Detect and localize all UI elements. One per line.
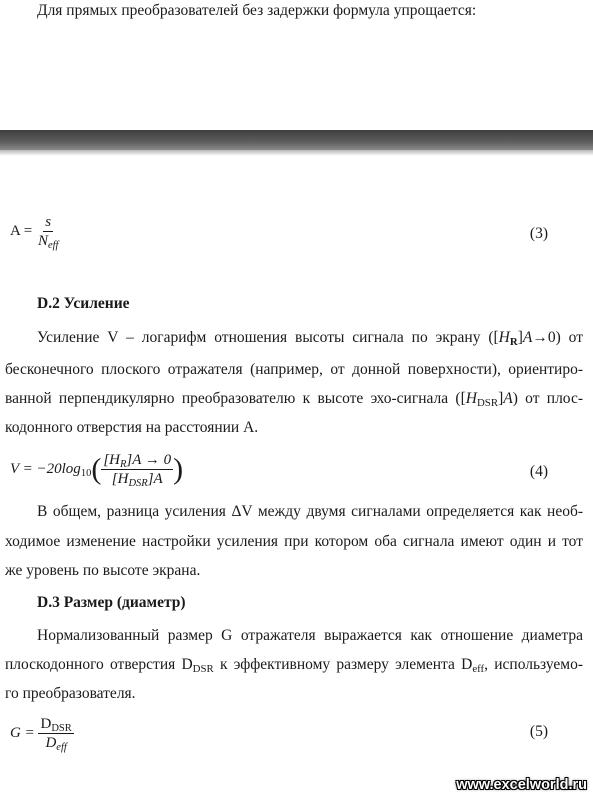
eq4-fraction xyxy=(101,452,173,487)
intro-text: Для прямых преобразователей без задержки формула упрощается: xyxy=(37,2,477,19)
watermark: www.excelworld.ru xyxy=(456,777,587,793)
section-d3-title: D.3 Размер (диаметр) xyxy=(37,594,186,611)
eq5-denominator: $D_{eff}$ xyxy=(45,735,67,753)
d2-p2-line3: же уровень по высоте экрана. xyxy=(5,562,201,579)
equation-5: G = $\frac{D_{DSR}}{D_{eff}}$ xyxy=(10,716,72,753)
eq3-lhs: A = xyxy=(10,222,33,239)
d3-p1-line1: Нормализованный размер G отражателя выражается как отношение диаметра xyxy=(37,627,583,644)
d3-p1-line2: плоскодонного отверстия $D_{DSR}$ к эффективному размеру элемента $D_{eff}$, используемо- xyxy=(5,656,583,675)
eq4-numerator: $[H_R]A \to 0$ xyxy=(103,452,172,470)
eq3-number: (3) xyxy=(529,225,548,242)
d2-p1-line4: кодонного отверстия на расстоянии A. xyxy=(5,419,259,436)
d2-p2-line2: ходимое изменение настройки усиления при котором оба сигнала имеют один и тот xyxy=(5,533,583,550)
d2-p1-line1: Усиление V – логарифм отношения высоты сигнала по экрану $([H_R]A\to 0)$ от xyxy=(37,329,583,348)
equation-3 xyxy=(10,214,60,249)
eq4-number: (4) xyxy=(529,463,548,480)
d2-p1-line3: ванной перпендикулярно преобразователю к высоте эхо-сигнала $([H_{DSR}]A)$ от плос- xyxy=(5,390,583,409)
eq5-number: (5) xyxy=(529,723,548,740)
d3-p1-line3: го преобразователя. xyxy=(5,685,136,702)
equation-4: $V = -20\log_{10}$( $\frac{[H_R]A \to 0}{[H_{DSR}]A}$ ) xyxy=(10,452,184,489)
eq5-fraction xyxy=(38,716,73,751)
eq3-numerator: s xyxy=(45,214,52,230)
eq3-denominator: $N_{eff}$ xyxy=(37,233,59,251)
eq3-fraction xyxy=(36,214,61,249)
section-d2-title: D.2 Усиление xyxy=(37,295,130,312)
page-divider xyxy=(0,130,593,150)
eq4-denominator: $[H_{DSR}]A$ xyxy=(111,471,163,489)
eq5-numerator: $D_{DSR}$ xyxy=(40,716,72,734)
d2-p2-line1: В общем, разница усиления ΔV между двумя сигналами определяется как необ- xyxy=(37,503,583,520)
d2-p1-line2: бесконечного плоского отражателя (например, от донной поверхности), ориентиро- xyxy=(5,361,583,378)
